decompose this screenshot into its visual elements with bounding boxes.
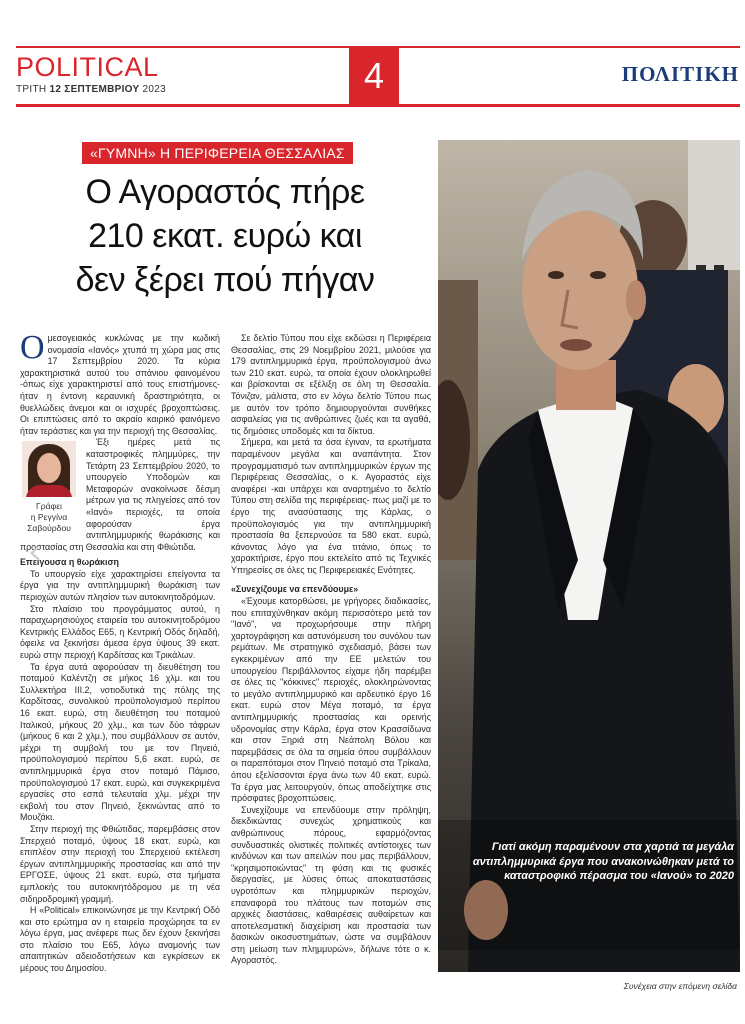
paragraph-1: Ομεσογειακός κυκλώνας με την κωδική ονομασία «Ιανός» χτυπά τη χώρα μας στις 17 Σεπτεμβρίου 2020. Τα κύρια χαρακτηριστικά αυτού του σπάνιου φαινομένου -όπως είχε χαρακτηριστεί από τους επιστήμονες- ήταν η έντονη κεραυνική δραστηριότητα, οι θυελλώδεις άνεμοι και οι ισχυρές βροχοπτώσεις. Οι επιπτώσεις από το ακραίο καιρικό φαινόμενο ήταν τεράστιες και για την περιοχή της Θεσσαλίας. <box>20 329 220 436</box>
headline-line-1: Ο Αγοραστός πήρε <box>85 173 365 211</box>
paragraph-3: Το υπουργείο είχε χαρακτηρίσει επείγοντα τα έργα για την αντιπλημμυρική θωράκιση των περιοχών αυτών πλησίον των αυτοκινητοδρόμων. <box>20 568 220 603</box>
dropcap: Ο <box>20 329 45 366</box>
paragraph-7: Η «Political» επικοινώνησε με την Κεντρική Οδό και στο ερώτημα αν η εταιρεία προχώρησε τα εν λόγω έργα, μας ανέφερε πως δεν έχουν ξεκινήσει στο πλαίσιο του Ε65, λόγω αναμονής των απαιτητικών αδειοδοτήσεων και εγκρίσεων εκ μέρους του Δημοσίου. <box>20 905 220 974</box>
masthead-left <box>16 52 166 95</box>
section-greek-title: ΠΟΛΙΤΙΚΗ <box>621 62 739 86</box>
continue-note: Συνέχεια στην επόμενη σελίδα <box>623 981 737 991</box>
issue-year: 2023 <box>142 84 166 95</box>
article-kicker: «ΓΥΜΝΗ» Η ΠΕΡΙΦΕΡΕΙΑ ΘΕΣΣΑΛΙΑΣ <box>82 142 353 164</box>
newspaper-section-title: POLITICAL <box>16 52 159 82</box>
author-block <box>20 441 78 534</box>
paragraph-11: Συνεχίζουμε να επενδύουμε στην πρόληψη, διεκδικώντας συνεχώς χρηματικούς και ανθρώπινους πόρους, εφαρμόζοντας συνδυαστικές ολιστικές πολιτικές αντίστοιχες των κινδύνων και των απειλών που μας περιβάλλουν, "κρησιμοποιώντας" τη φύση και τις φυσικές διεργασίες, με λύσεις όπως αποκαταστάσεις υγροτόπων και πλημμυρικών περιοχών, επαναφορά του πλάτους των ποταμών στις αρχικές διαστάσεις, καθαιρέσεις αυθαίρετων και αποτελεσματική διαχείριση και προστασία των δασικών οικοσυστημάτων, ώστε να συμβάλουν στη μείωση των πλημμυρών», δήλωνε τότε ο κ. Αγοραστός. <box>231 804 431 966</box>
issue-date <box>16 84 166 95</box>
issue-date-bold: 12 ΣΕΠΤΕΜΒΡΙΟΥ <box>49 84 140 95</box>
paragraph-2: Έξι ημέρες μετά τις καταστροφικές πλημμύρες, την Τετάρτη 23 Σεπτεμβρίου 2020, το υπουργείο Υποδομών και Μεταφορών ανακοίνωσε δέσμη μέτρων για τις πληγείσες από τον «Ιανό» περιοχές, τα οποία αφορούσαν έργα αντιπλημμυρικής θωράκισης και προστασίας στη Θεσσαλία και στη Φθιώτιδα. <box>20 437 220 552</box>
subheading-2: «Συνεχίζουμε να επενδύουμε» <box>231 584 359 595</box>
paragraph-10: «Έχουμε κατορθώσει, με γρήγορες διαδικασίες, που επιταχύνθηκαν ακόμη περισσότερο μετά τον "Ιανό", να προχωρήσουμε στην πλήρη χαρτογράφηση και αστυνόμευση του συνόλου των ρεμάτων. Με στρατηγικό σχεδιασμό, βάσει των εγκεκριμένων από την ΕΕ μελετών του υπουργείου Περιβάλλοντος είχαμε ήδη παρέμβει σε όλες τις "κόκκινες" περιοχές, ολοκληρώνοντας το μεγάλο αντιπλημμυρικό και αρδευτικό έργο 16 εκατ. ευρώ στον Μέγα ποταμό, τα έργα αντιπλημμυρικής προστασίας και ορεινής υδρονομίας στην Κάρλα, έργα στον Κρασσίδωνα και στον Ξηριά στη Νεάπολη Βόλου και παρεμβάσεις σε όλα τα σημεία όπου συμβάλλουν οι παραπόταμοι στον Πηνειό ποταμό στα Τρίκαλα, όπου εξελίσσονται έργα άνω των 40 εκατ. ευρώ. Τα έργα μας λειτουργούν, όπως αποδείχτηκε στις πρόσφατες βροχοπτώσεις. <box>231 596 431 804</box>
paragraph-4: Στο πλαίσιο του προγράμματος αυτού, η παραχωρησιούχος εταιρεία του αυτοκινητοδρόμου Κεντρικής Ελλάδος Ε65, η Κεντρική Οδός δηλαδή, όφειλε να ξεκινήσει άμεσα έργα ύψους 39 εκατ. ευρώ στην περιοχή Καρδίτσας και Τρικάλων. <box>20 603 220 661</box>
article-column-2 <box>231 333 431 967</box>
chevron-left-icon[interactable]: ‹ <box>28 532 42 572</box>
article-headline <box>20 170 430 302</box>
subheading-1: Επείγουσα η θωράκιση <box>20 557 119 568</box>
author-caption: Γράφει η Ρεγγίνα Σαβούρδου <box>27 501 71 534</box>
paragraph-9: Σήμερα, και μετά τα όσα έγιναν, τα ερωτήματα παραμένουν μεγάλα και αναπάντητα. Στον προγραμματισμό των αντιπλημμυρικών έργων της Περιφέρειας Θεσσαλίας, ο κ. Αγοραστός είχε αναφέρει -και υπάρχει και αναρτημένο το δελτίο Τύπου στη σελίδα της περιφέρειας- πως μαζί με το έργο της ανασύστασης της Κάρλας, ο προϋπολογισμός για την αντιπλημμυρική προστασία θα ξεπερνούσε τα 580 εκατ. ευρώ, κάνοντας λόγο για ένα τιτάνιο, όπως το χαρακτήρισε, έργο που εκτελείτο από τις Τεχνικές Υπηρεσίες σε όλες τις Περιφερειακές Ενότητες. <box>231 437 431 575</box>
article-column-1 <box>20 329 220 975</box>
issue-day: ΤΡΙΤΗ <box>16 84 47 95</box>
author-photo <box>22 441 76 497</box>
headline-line-2: 210 εκατ. ευρώ και <box>88 217 362 255</box>
paragraph-8: Σε δελτίο Τύπου που είχε εκδώσει η Περιφέρεια Θεσσαλίας, στις 29 Νοεμβρίου 2021, μιλούσε για 179 αντιπλημμυρικά έργα, προϋπολογισμού άνω των 210 εκατ. ευρώ, τα οποία έχουν ολοκληρωθεί και βρίσκονται σε εξέλιξη σε όλη τη Θεσσαλία. Τόνιζαν, μάλιστα, στο εν λόγω δελτίο Τύπου πως με αυτόν τον τρόπο δημιουργούνται συνθήκες ασφαλείας για τις ανθρώπινες ζωές και τα αγαθά, τις δημόσιες υποδομές και τα δίκτυα. <box>231 333 431 436</box>
paragraph-5: Τα έργα αυτά αφορούσαν τη διευθέτηση του ποταμού Καλέντζη σε μήκος 16 χλμ. και του Συλλεκτήρα ΙΙΙ.2, νοτιοδυτικά της πόλης της Καρδίτσας, συνολικού προϋπολογισμού περίπου 16 εκατ. ευρώ, στη διευθέτηση του ποταμού Ιταλικού, μήκους 20 χλμ., και των δύο τάφρων (μήκους 6 και 2 χλμ.), που συμβάλλουν σε αυτόν, μέχρι τη συμβολή του με τον Πηνειό, προϋπολογισμού περίπου 5,6 εκατ. ευρώ, σε αντιπλημμυρικά έργα στον ποταμό Πάμισο, προϋπολογισμού 17 εκατ. ευρώ, και συγκεκριμένα εργασίες στο εσπά τελευταία χλμ. μέχρι την εκβολή του στον Πηνειό, ξεκινώντας από το Μουζάκι. <box>20 661 220 823</box>
masthead-rule <box>16 104 740 107</box>
photo-caption: Γιατί ακόμη παραμένουν στα χαρτιά τα μεγάλα αντιπλημμυρικά έργα που ανακοινώθηκαν μετά το καταστροφικό πέρασμα του «Ιανού» το 2020 <box>472 841 734 882</box>
page-number: 4 <box>349 48 399 104</box>
headline-line-3: δεν ξέρει πού πήγαν <box>75 261 375 299</box>
paragraph-6: Στην περιοχή της Φθιώτιδας, παρεμβάσεις στον Σπερχειό ποταμό, ύψους 18 εκατ. ευρώ, και επιπλέον στην περιοχή του Σπερχειού εκτέλεση έργων αντιπλημμυρικής προστασίας και από την ΕΡΓΟΣΕ, ύψους 21 εκατ. ευρώ, στα τμήματα εμπλοκής του αυτοκινητόδρομου με τη νέα σιδηροδρομική γραμμή. <box>20 823 220 904</box>
